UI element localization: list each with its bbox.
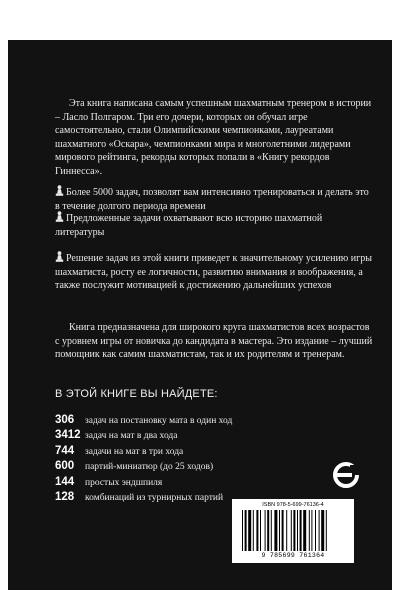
stat-number: 306 xyxy=(55,414,75,426)
stat-number: 600 xyxy=(55,460,75,473)
audience-paragraph: Книга предназначена для широкого круга шахматистов всех возрастов с уровнем игры от новичка до кандидата в мастера. Это издание – лучший помощник как самим шахматистам, так и их родителям и тренерам. xyxy=(55,322,373,361)
isbn-label: ISBN 978-5-699-76136-4 xyxy=(262,502,324,508)
pawn-icon xyxy=(55,185,64,196)
stats-list xyxy=(55,410,232,502)
feature-bullet xyxy=(55,185,373,213)
stat-item xyxy=(55,472,232,487)
stat-item xyxy=(55,425,232,440)
stat-number: 144 xyxy=(55,475,75,488)
stat-label: задачи на мат в три хода xyxy=(85,446,184,457)
feature-bullet-text: Более 5000 задач, позволят вам интенсивно тренироваться и делать это в течение долгого периода времени xyxy=(55,187,369,212)
contents-heading: В ЭТОЙ КНИГЕ ВЫ НАЙДЕТЕ: xyxy=(55,388,218,400)
book-back-cover xyxy=(8,40,392,590)
eksmo-logo-icon xyxy=(331,460,361,490)
stat-item xyxy=(55,456,232,471)
feature-bullet-text: Решение задач из этой книги приведет к значительному усилению игры шахматиста, росту ее логичности, развитию внимания и воображения, а также послужит мотивацией к достижению дальнейших успехов xyxy=(55,253,372,292)
stat-label: задач на постановку мата в один ход xyxy=(85,416,233,426)
feature-bullet xyxy=(55,251,373,293)
stat-label: комбинаций из турнирных партий xyxy=(85,492,224,503)
stat-label: задач на мат в два хода xyxy=(85,431,178,442)
barcode xyxy=(232,499,354,563)
pawn-icon xyxy=(55,251,64,262)
stat-number: 744 xyxy=(55,444,75,457)
stat-number: 128 xyxy=(55,490,75,503)
stat-number: 3412 xyxy=(55,429,81,442)
stat-label: простых эндшпиля xyxy=(85,477,163,488)
feature-bullet xyxy=(55,211,373,239)
pawn-icon xyxy=(55,211,64,222)
barcode-bars xyxy=(242,510,344,551)
feature-bullet-text: Предложенные задачи охватывают всю историю шахматной литературы xyxy=(55,213,323,238)
barcode-digits: 9 785699 761364 xyxy=(261,552,325,559)
stat-label: партий-миниатюр (до 25 ходов) xyxy=(85,462,214,473)
stat-item xyxy=(55,487,232,502)
stat-item xyxy=(55,441,232,456)
stat-item xyxy=(55,410,232,425)
intro-paragraph: Эта книга написана самым успешным шахматным тренером в истории – Ласло Полгаром. Три его дочери, которых он обучал игре самостоятельно, стали Олимпийскими чемпионками, лауреатами шахматного «Оскара», чемпионками мира и многолетними лидерами мирового рейтинга, рекорды которых попали в «Книгу рекордов Гиннесса». xyxy=(55,98,372,177)
